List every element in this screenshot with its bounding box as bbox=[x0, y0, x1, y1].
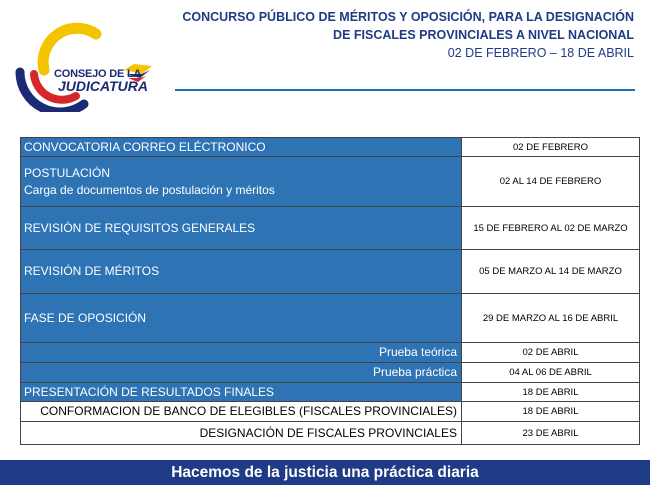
table-row bbox=[21, 138, 640, 157]
header-title-line2: DE FISCALES PROVINCIALES A NIVEL NACIONAL bbox=[333, 28, 634, 42]
logo-text-line1: CONSEJO DE LA bbox=[54, 68, 142, 80]
date-cell: 02 DE ABRIL bbox=[462, 343, 640, 363]
table-row bbox=[21, 402, 640, 422]
activity-cell: FASE DE OPOSICIÓN bbox=[21, 294, 462, 343]
date-cell: 15 DE FEBRERO AL 02 DE MARZO bbox=[462, 207, 640, 250]
header-divider bbox=[175, 89, 635, 91]
activity-cell: CONVOCATORIA CORREO ELÉCTRONICO bbox=[21, 138, 462, 157]
date-cell: 04 AL 06 DE ABRIL bbox=[462, 363, 640, 383]
table-row bbox=[21, 294, 640, 343]
date-cell: 23 DE ABRIL bbox=[462, 422, 640, 445]
table-row bbox=[21, 157, 640, 207]
activity-cell bbox=[21, 157, 462, 207]
table-row bbox=[21, 250, 640, 294]
page-header bbox=[182, 8, 634, 62]
logo bbox=[6, 12, 156, 112]
header-title-line1: CONCURSO PÚBLICO DE MÉRITOS Y OPOSICIÓN, PARA LA DESIGNACIÓN bbox=[182, 10, 634, 24]
table-row bbox=[21, 422, 640, 445]
header-date-range: 02 DE FEBRERO – 18 DE ABRIL bbox=[447, 46, 634, 60]
logo-text-line2: JUDICATURA bbox=[58, 78, 148, 94]
activity-cell: Prueba práctica bbox=[21, 363, 462, 383]
schedule-table bbox=[20, 137, 640, 445]
date-cell: 29 DE MARZO AL 16 DE ABRIL bbox=[462, 294, 640, 343]
date-cell: 18 DE ABRIL bbox=[462, 402, 640, 422]
activity-title: POSTULACIÓN bbox=[24, 165, 111, 180]
activity-cell: REVISIÓN DE REQUISITOS GENERALES bbox=[21, 207, 462, 250]
activity-cell: PRESENTACIÓN DE RESULTADOS FINALES bbox=[21, 383, 462, 402]
logo-emblem-icon bbox=[6, 12, 156, 112]
table-row bbox=[21, 383, 640, 402]
table-row bbox=[21, 363, 640, 383]
activity-cell: CONFORMACION DE BANCO DE ELEGIBLES (FISCALES PROVINCIALES) bbox=[21, 402, 462, 422]
date-cell: 05 DE MARZO AL 14 DE MARZO bbox=[462, 250, 640, 294]
date-cell: 02 AL 14 DE FEBRERO bbox=[462, 157, 640, 207]
activity-cell: REVISIÓN DE MÉRITOS bbox=[21, 250, 462, 294]
activity-cell: Prueba teórica bbox=[21, 343, 462, 363]
activity-cell: DESIGNACIÓN DE FISCALES PROVINCIALES bbox=[21, 422, 462, 445]
table-row bbox=[21, 207, 640, 250]
activity-detail: Carga de documentos de postulación y méritos bbox=[24, 182, 275, 197]
table-row bbox=[21, 343, 640, 363]
footer-slogan: Hacemos de la justicia una práctica diaria bbox=[0, 460, 650, 485]
date-cell: 02 DE FEBRERO bbox=[462, 138, 640, 157]
date-cell: 18 DE ABRIL bbox=[462, 383, 640, 402]
